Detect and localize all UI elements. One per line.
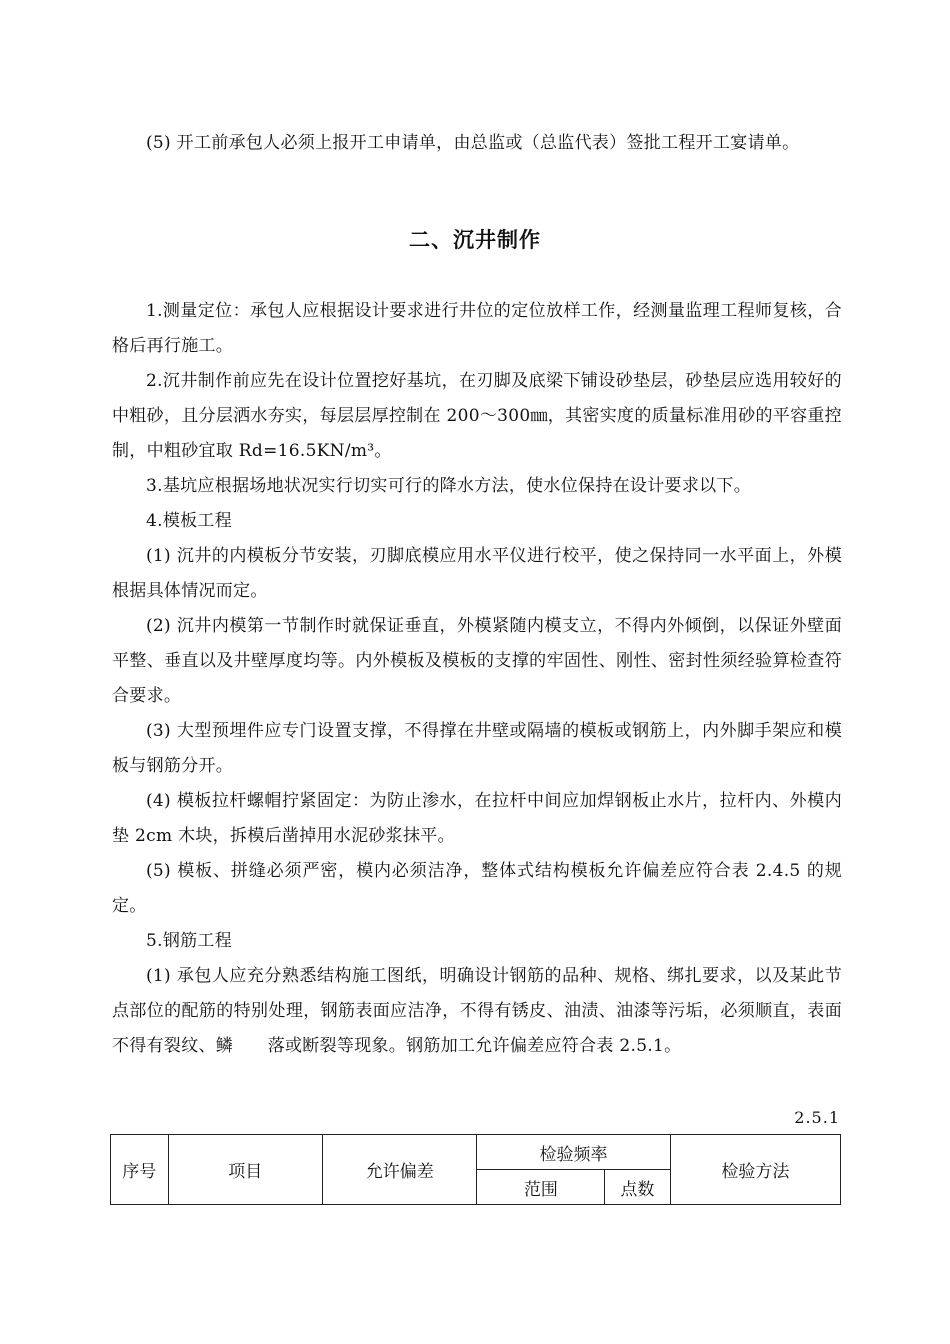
table-label: 2.5.1 (794, 1108, 840, 1127)
paragraph-foundation-pit: 2.沉井制作前应先在设计位置挖好基坑，在刃脚及底梁下铺设砂垫层，砂垫层应选用较好的中粗砂，且分层洒水夯实，每层层厚控制在 200～300㎜，其密实度的质量标准用砂的平容重控制，中粗砂宜取 Rd=16.5KN/m³。 (112, 371, 842, 461)
paragraph-dewatering: 3.基坑应根据场地状况实行切实可行的降水方法，使水位保持在设计要求以下。 (146, 476, 752, 496)
paragraph-rebar-1: (1) 承包人应充分熟悉结构施工图纸，明确设计钢筋的品种、规格、绑扎要求，以及某此节点部位的配筋的特别处理，钢筋表面应洁净，不得有锈皮、油渍、油漆等污垢，必须顺直，表面不得有裂纹、鳞 落或断裂等现象。钢筋加工允许偏差应符合表 2.5.1。 (112, 966, 842, 1056)
header-no: 序号 (111, 1135, 169, 1205)
paragraph-formwork-4: (4) 模板拉杆螺帽拧紧固定：为防止渗水，在拉杆中间应加焊钢板止水片，拉杆内、外模内垫 2cm 木块，拆模后凿掉用水泥砂浆抹平。 (112, 791, 842, 846)
header-method: 检验方法 (670, 1135, 840, 1205)
paragraph-formwork-1: (1) 沉井的内模板分节安装，刃脚底模应用水平仪进行校平，使之保持同一水平面上，外模根据具体情况而定。 (112, 546, 842, 601)
header-tolerance: 允许偏差 (323, 1135, 477, 1205)
header-item: 项目 (168, 1135, 322, 1205)
paragraph-rebar-title: 5.钢筋工程 (146, 931, 233, 951)
header-frequency: 检验频率 (477, 1135, 670, 1170)
rebar-tolerance-table (110, 1134, 841, 1205)
header-range: 范围 (477, 1170, 605, 1205)
paragraph-survey-positioning: 1.测量定位：承包人应根据设计要求进行井位的定位放样工作，经测量监理工程师复核，合格后再行施工。 (112, 301, 842, 356)
section-heading: 二、沉井制作 (409, 228, 541, 252)
paragraph-formwork-3: (3) 大型预埋件应专门设置支撑，不得撑在井壁或隔墙的模板或钢筋上，内外脚手架应和模板与钢筋分开。 (112, 721, 842, 776)
paragraph-start-application: (5) 开工前承包人必须上报开工申请单，由总监或（总监代表）签批工程开工宴请单。 (146, 133, 800, 153)
paragraph-formwork-5: (5) 模板、拼缝必须严密，模内必须洁净，整体式结构模板允许偏差应符合表 2.4.5 的规定。 (112, 861, 842, 916)
paragraph-formwork-2: (2) 沉井内模第一节制作时就保证垂直，外模紧随内模支立，不得内外倾倒，以保证外壁面平整、垂直以及井壁厚度均等。内外模板及模板的支撑的牢固性、刚性、密封性须经验算检查符合要求。 (112, 616, 842, 706)
table-header-row (111, 1135, 841, 1170)
header-points: 点数 (605, 1170, 670, 1205)
paragraph-formwork-title: 4.模板工程 (146, 511, 233, 531)
